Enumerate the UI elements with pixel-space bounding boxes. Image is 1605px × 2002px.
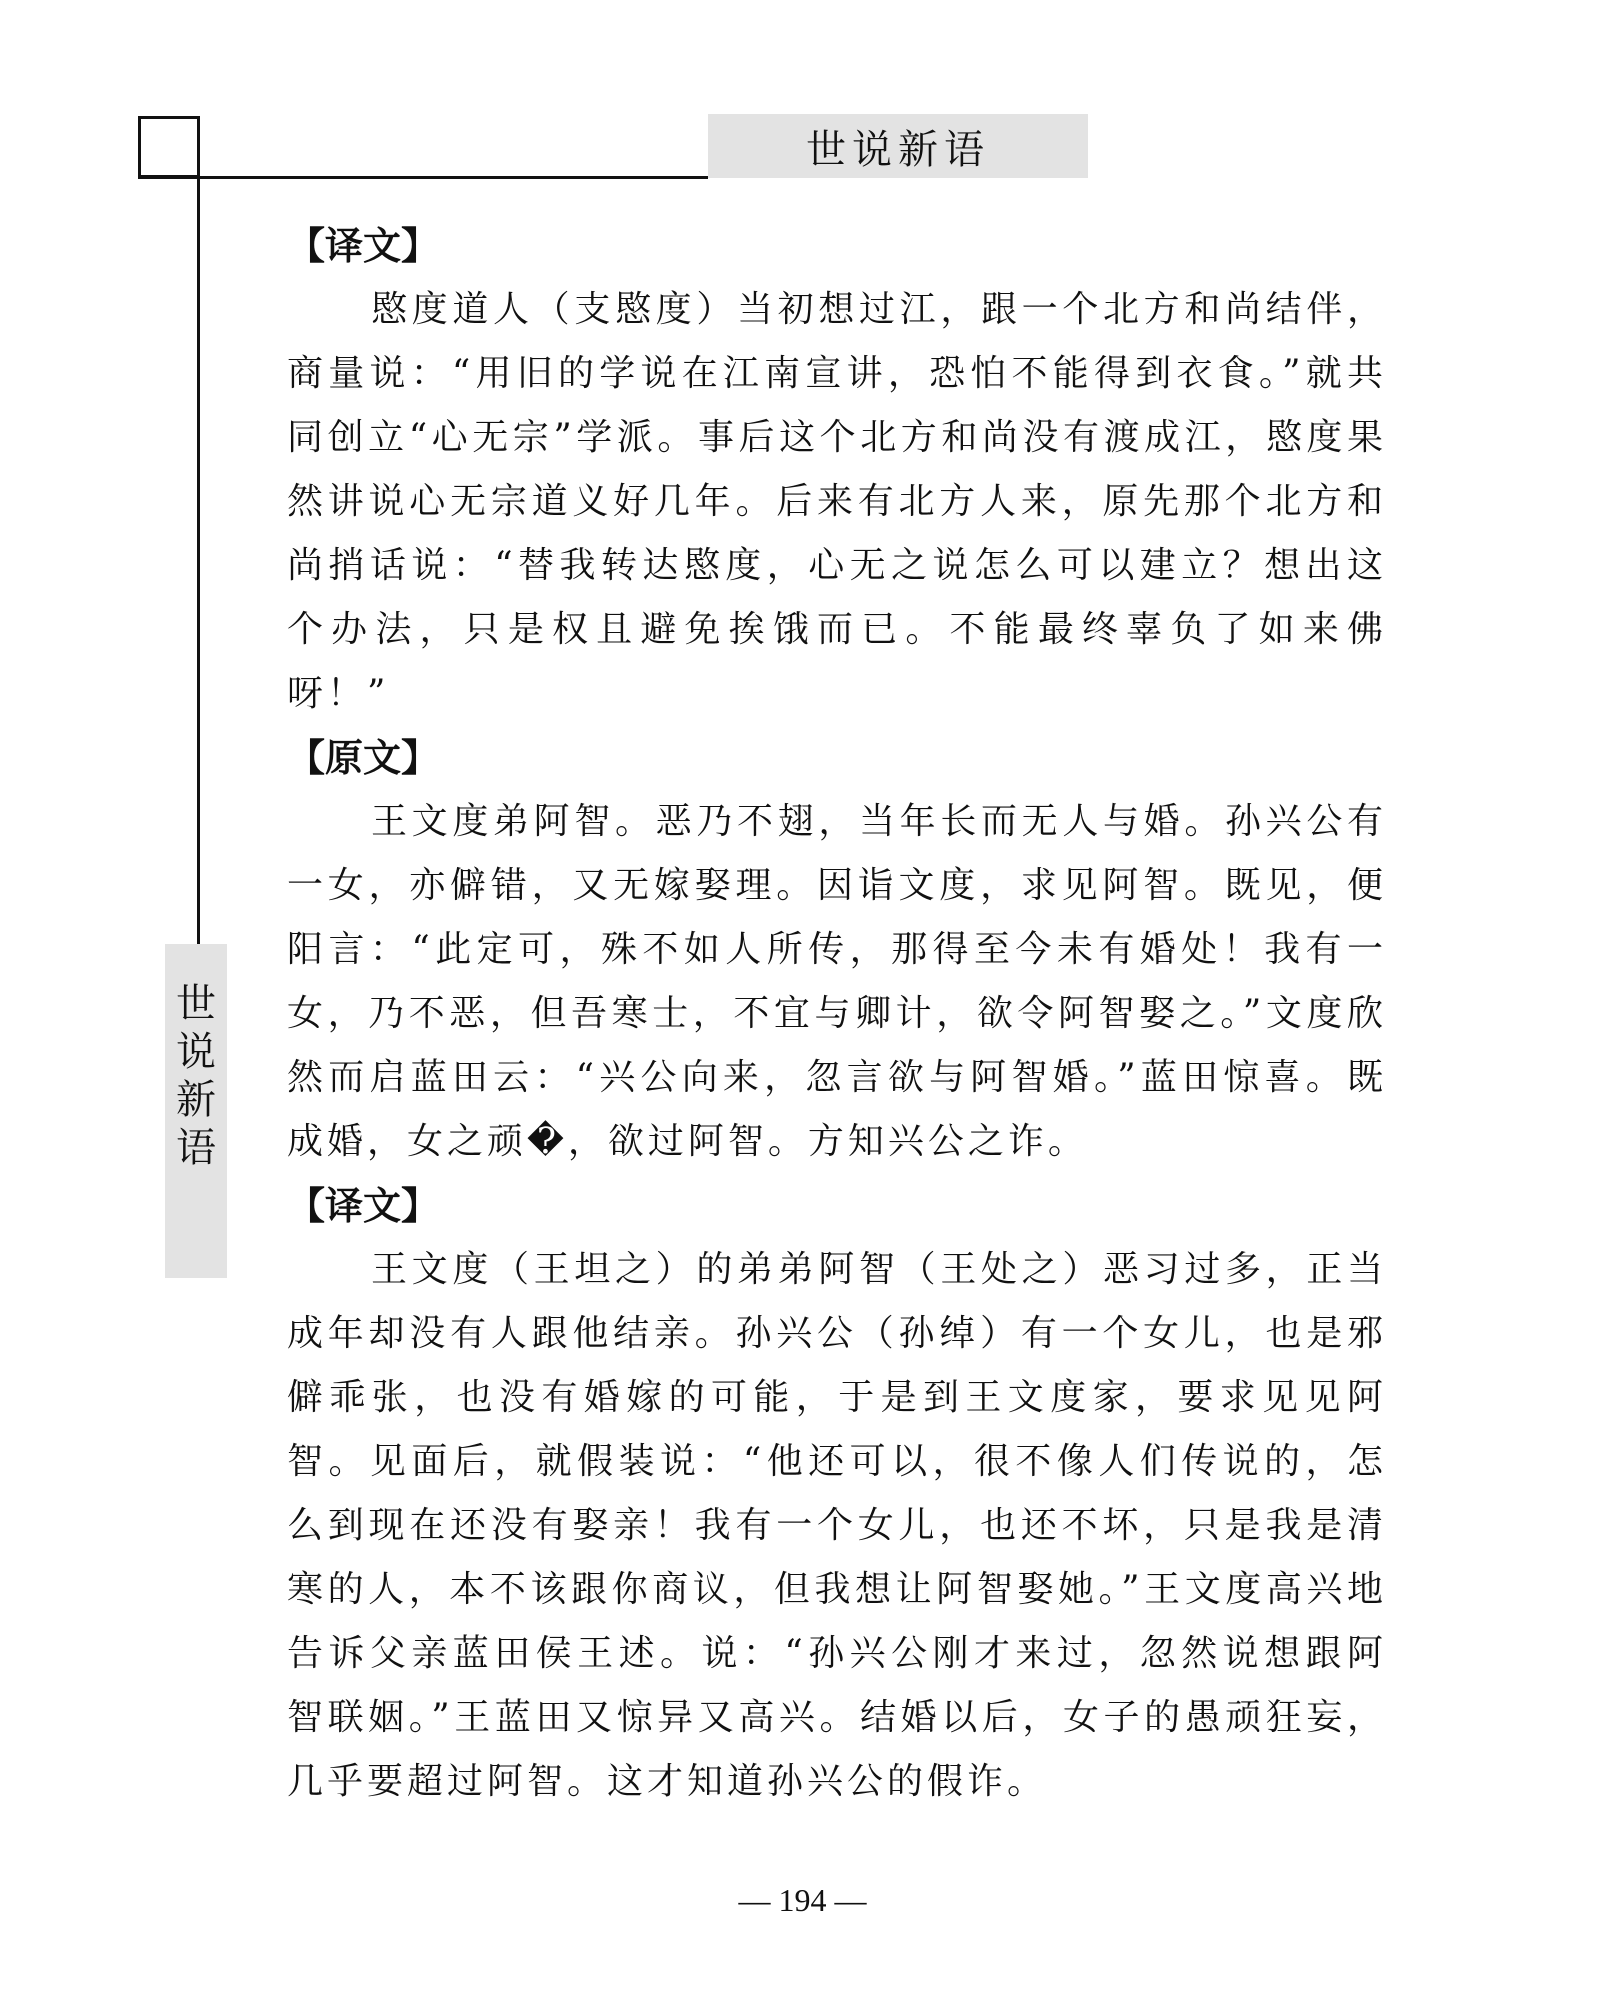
side-tab-char: 世 xyxy=(176,981,216,1027)
original-text-paragraph: 王文度弟阿智。恶乃不翅，当年长而无人与婚。孙兴公有一女，亦僻错，又无嫁娶理。因诣文度，求见阿智。既见，便阳言：“此定可，殊不如人所传，那得至今未有婚处！我有一女，乃不恶，但吾寒士，不宜与卿计，欲令阿智娶之。”文度欣然而启蓝田云：“兴公向来，忽言欲与阿智婚。”蓝田惊喜。既成婚，女之顽�，欲过阿智。方知兴公之诈。 xyxy=(287,801,1387,1162)
side-tab-char: 新 xyxy=(176,1077,216,1123)
page-body xyxy=(287,214,1387,1814)
translation-paragraph: 愍度道人（支愍度）当初想过江，跟一个北方和尚结伴，商量说：“用旧的学说在江南宣讲，恐怕不能得到衣食。”就共同创立“心无宗”学派。事后这个北方和尚没有渡成江，愍度果然讲说心无宗道义好几年。后来有北方人来，原先那个北方和尚捎话说：“替我转达愍度，心无之说怎么可以建立？想出这个办法，只是权且避免挨饿而已。不能最终辜负了如来佛呀！” xyxy=(287,289,1387,714)
book-title: 世说新语 xyxy=(806,126,990,173)
translation-paragraph: 王文度（王坦之）的弟弟阿智（王处之）恶习过多，正当成年却没有人跟他结亲。孙兴公（孙绰）有一个女儿，也是邪僻乖张，也没有婚嫁的可能，于是到王文度家，要求见见阿智。见面后，就假装说：“他还可以，很不像人们传说的，怎么到现在还没有娶亲！我有一个女儿，也还不坏，只是我是清寒的人，本不该跟你商议，但我想让阿智娶她。”王文度高兴地告诉父亲蓝田侯王述。说：“孙兴公刚才来过，忽然说想跟阿智联姻。”王蓝田又惊异又高兴。结婚以后，女子的愚顽狂妄，几乎要超过阿智。这才知道孙兴公的假诈。 xyxy=(287,1249,1387,1802)
running-header xyxy=(708,114,1088,178)
section-heading-original: 【原文】 xyxy=(287,736,440,780)
side-tab xyxy=(165,944,227,1278)
page-number: — 194 — xyxy=(738,1882,867,1918)
margin-rule xyxy=(197,116,200,946)
section-heading-translation: 【译文】 xyxy=(287,224,440,268)
header-corner-box xyxy=(138,116,200,178)
side-tab-char: 说 xyxy=(176,1029,216,1075)
side-tab-title xyxy=(165,980,227,1172)
section-heading-translation: 【译文】 xyxy=(287,1184,440,1228)
header-rule xyxy=(138,176,708,179)
side-tab-char: 语 xyxy=(176,1125,216,1171)
